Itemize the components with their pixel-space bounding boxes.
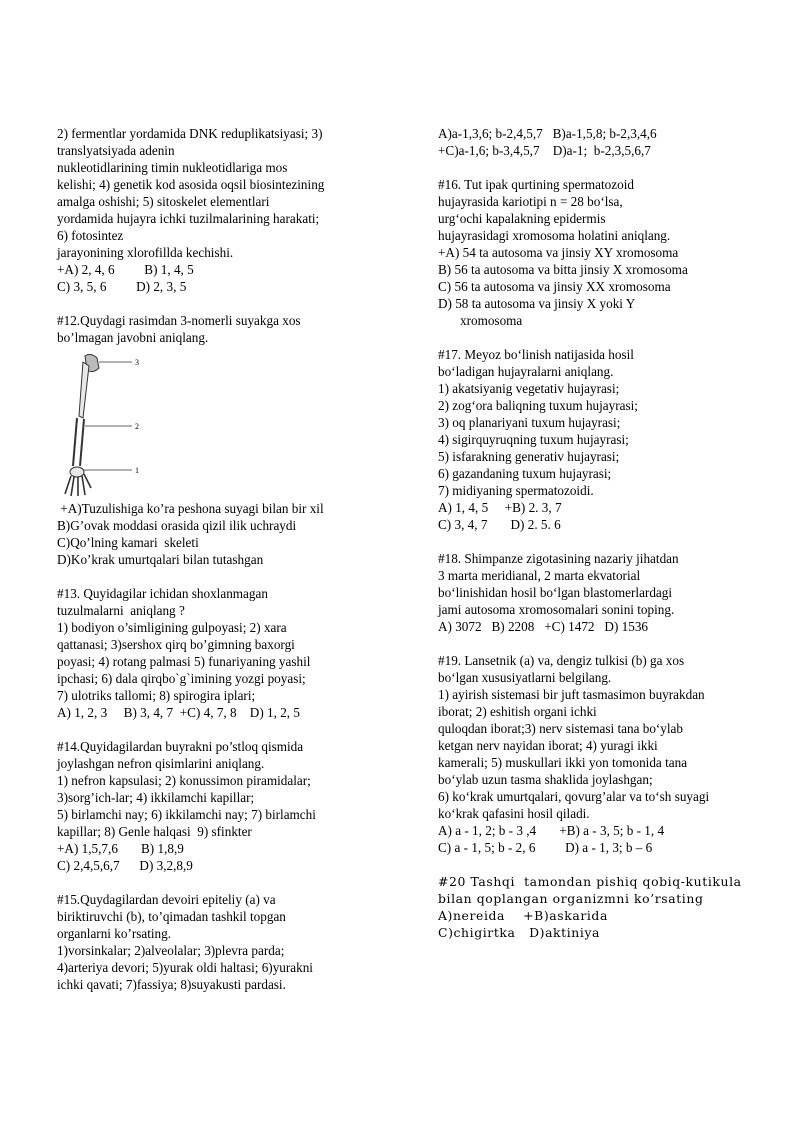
text-line: amalga oshishi; 5) sitoskelet elementlari <box>57 194 270 209</box>
answer-line: C)Qo’lning kamari skeleti <box>57 535 199 550</box>
question-text: organlarni ko’rsating. <box>57 926 172 941</box>
question-text: bo‘lgan xususiyatlarni belgilang. <box>438 670 612 685</box>
question-12 <box>57 312 367 568</box>
question-16 <box>438 176 758 329</box>
answer-line: +A) 54 ta autosoma va jinsiy XY xromosoma <box>438 245 679 260</box>
answer-line: C)chigirtka D)aktiniya <box>438 925 601 940</box>
question-text: bo‘linishidan hosil bo‘lgan blastomerlardagi <box>438 585 673 600</box>
question-text: 7) ulotriks tallomi; 8) spirogira iplari; <box>57 688 256 703</box>
question-text: ketgan nerv nayidan iborat; 4) yuragi ikki <box>438 738 658 753</box>
text-line: 6) fotosintez <box>57 228 124 243</box>
question-text: 1) akatsiyanig vegetativ hujayrasi; <box>438 381 620 396</box>
answer-line: +A) 1,5,7,6 B) 1,8,9 <box>57 841 184 856</box>
arm-skeleton-drawing <box>57 348 177 498</box>
answer-line: A) 1, 4, 5 +B) 2. 3, 7 <box>438 500 562 515</box>
question-text: bilan qoplangan organizmni ko’rsating <box>438 891 704 906</box>
answer-line: A) 1, 2, 3 B) 3, 4, 7 +C) 4, 7, 8 D) 1, 2, 5 <box>57 705 300 720</box>
question-text: bo’lmagan javobni aniqlang. <box>57 330 209 345</box>
question-text: jami autosoma xromosomalari sonini toping. <box>438 602 675 617</box>
answer-line: C) 3, 4, 7 D) 2. 5. 6 <box>438 517 561 532</box>
answer-line: D) 58 ta autosoma va jinsiy X yoki Y <box>438 296 636 311</box>
question-text: kapillar; 8) Genle halqasi 9) sfinkter <box>57 824 252 839</box>
figure-label-3: 3 <box>135 358 139 367</box>
answer-line-continuation: xromosoma <box>460 313 523 328</box>
arm-skeleton-figure <box>57 348 177 498</box>
answer-line: C) 56 ta autosoma va jinsiy XX xromosoma <box>438 279 671 294</box>
question-text: quloqdan iborat;3) nerv sistemasi tana bo‘ylab <box>438 721 684 736</box>
question-17 <box>438 346 758 533</box>
question-text: 3) oq planariyani tuxum hujayrasi; <box>438 415 621 430</box>
question-text: 5) isfarakning generativ hujayrasi; <box>438 449 620 464</box>
question-text: hujayrasidagi xromosoma holatini aniqlang. <box>438 228 671 243</box>
question-text: 1) bodiyon o’simligining gulpoyasi; 2) xara <box>57 620 287 635</box>
question-text: biriktiruvchi (b), to’qimadan tashkil topgan <box>57 909 286 924</box>
question-text: iborat; 2) eshitish organi ichki <box>438 704 597 719</box>
question-text: #12.Quydagi rasimdan 3-nomerli suyakga xos <box>57 313 301 328</box>
figure-label-2: 2 <box>135 422 139 431</box>
question-text: 6) gazandaning tuxum hujayrasi; <box>438 466 612 481</box>
answer-line: A) a - 1, 2; b - 3 ,4 +B) a - 3, 5; b - 1, 4 <box>438 823 665 838</box>
question-19 <box>438 652 758 856</box>
question-text: joylashgan nefron qisimlarini aniqlang. <box>57 756 265 771</box>
question-text: bo‘ylab uzun tasma shaklida joylashgan; <box>438 772 653 787</box>
radius-shape <box>73 418 77 466</box>
answer-line: A) 3072 B) 2208 +C) 1472 D) 1536 <box>438 619 649 634</box>
question-text: #16. Tut ipak qurtining spermatozoid <box>438 177 634 192</box>
question-text: 6) ko‘krak umurtqalari, qovurg’alar va to‘sh suyagi <box>438 789 710 804</box>
text-line: 2) fermentlar yordamida DNK reduplikatsiyasi; 3) <box>57 126 323 141</box>
question-text: urg‘ochi kapalakning epidermis <box>438 211 606 226</box>
question-text: 1)vorsinkalar; 2)alveolalar; 3)plevra parda; <box>57 943 285 958</box>
question-18 <box>438 550 758 635</box>
question-14 <box>57 738 367 874</box>
answer-line: D)Ko’krak umurtqalari bilan tutashgan <box>57 552 264 567</box>
question-text: 7) midiyaning spermatozoidi. <box>438 483 594 498</box>
answer-line: B) 56 ta autosoma va bitta jinsiy X xromosoma <box>438 262 688 277</box>
question-text: qattanasi; 3)sershox qirq bo’gimning baxorgi <box>57 637 295 652</box>
question-text: ko‘krak qafasini hosil qiladi. <box>438 806 590 821</box>
answer-line: C) a - 1, 5; b - 2, 6 D) a - 1, 3; b – 6 <box>438 840 653 855</box>
text-line: kelishi; 4) genetik kod asosida oqsil biosintezining <box>57 177 325 192</box>
question-text: #13. Quyidagilar ichidan shoxlanmagan <box>57 586 268 601</box>
answer-line: +A)Tuzulishiga ko’ra peshona suyagi bilan bir xil <box>57 501 324 516</box>
question-text: 1) nefron kapsulasi; 2) konussimon piramidalar; <box>57 773 311 788</box>
question-text: #20 Tashqi tamondan pishiq qobiq-kutikula <box>438 874 742 889</box>
answer-line: B)G’ovak moddasi orasida qizil ilik uchraydi <box>57 518 297 533</box>
answer-line: C) 2,4,5,6,7 D) 3,2,8,9 <box>57 858 193 873</box>
question-15-answers <box>438 125 758 159</box>
answer-line: +C)a-1,6; b-3,4,5,7 D)a-1; b-2,3,5,6,7 <box>438 143 651 158</box>
text-line: jarayonining xlorofillda kechishi. <box>57 245 234 260</box>
question-text: 4)arteriya devori; 5)yurak oldi haltasi; 6)yurakni <box>57 960 313 975</box>
answer-line: +A) 2, 4, 6 B) 1, 4, 5 <box>57 262 194 277</box>
wrist-shape <box>70 467 84 477</box>
question-13 <box>57 585 367 721</box>
text-line: yordamida hujayra ichki tuzilmalarining harakati; <box>57 211 320 226</box>
question-20 <box>438 873 758 941</box>
question-text: 1) ayirish sistemasi bir juft tasmasimon buyrakdan <box>438 687 705 702</box>
question-text: tuzulmalarni aniqlang ? <box>57 603 185 618</box>
question-text: poyasi; 4) rotang palmasi 5) funariyaning yashil <box>57 654 311 669</box>
text-line: translyatsiyada adenin <box>57 143 175 158</box>
question-text: kamerali; 5) muskullari ikki yon tomonida tana <box>438 755 688 770</box>
question-text: 3 marta meridianal, 2 marta ekvatorial <box>438 568 641 583</box>
finger-bones-shape <box>65 474 91 496</box>
question-text: #14.Quyidagilardan buyrakni po’stloq qismida <box>57 739 304 754</box>
question-text: ichki qavati; 7)fassiya; 8)suyakusti pardasi. <box>57 977 286 992</box>
answer-line: A)a-1,3,6; b-2,4,5,7 B)a-1,5,8; b-2,3,4,6 <box>438 126 657 141</box>
question-text: #17. Meyoz bo‘linish natijasida hosil <box>438 347 634 362</box>
question-text: #18. Shimpanze zigotasining nazariy jihatdan <box>438 551 679 566</box>
question-text: bo‘ladigan hujayralarni aniqlang. <box>438 364 614 379</box>
question-text: #19. Lansetnik (a) va, dengiz tulkisi (b) ga xos <box>438 653 685 668</box>
question-text: #15.Quydagilardan devoiri epiteliy (a) va <box>57 892 276 907</box>
question-text: ipchasi; 6) dala qirqbo`g`imining yozgi poyasi; <box>57 671 306 686</box>
answer-line: A)nereida +B)askarida <box>438 908 608 923</box>
answer-line: C) 3, 5, 6 D) 2, 3, 5 <box>57 279 187 294</box>
question-15 <box>57 891 367 993</box>
humerus-shape <box>79 362 89 418</box>
question-text: 3)sorg’ich-lar; 4) ikkilamchi kapillar; <box>57 790 255 805</box>
question-11-continued <box>57 125 367 295</box>
question-text: hujayrasida kariotipi n = 28 bo‘lsa, <box>438 194 623 209</box>
question-text: 5) birlamchi nay; 6) ikkilamchi nay; 7) birlamchi <box>57 807 316 822</box>
figure-label-1: 1 <box>135 466 139 475</box>
question-text: 4) sigirquyruqning tuxum hujayrasi; <box>438 432 629 447</box>
left-column <box>57 125 367 993</box>
ulna-shape <box>80 419 84 466</box>
text-line: nukleotidlarining timin nukleotidlariga mos <box>57 160 288 175</box>
right-column <box>438 125 758 941</box>
question-text: 2) zog‘ora baliqning tuxum hujayrasi; <box>438 398 638 413</box>
